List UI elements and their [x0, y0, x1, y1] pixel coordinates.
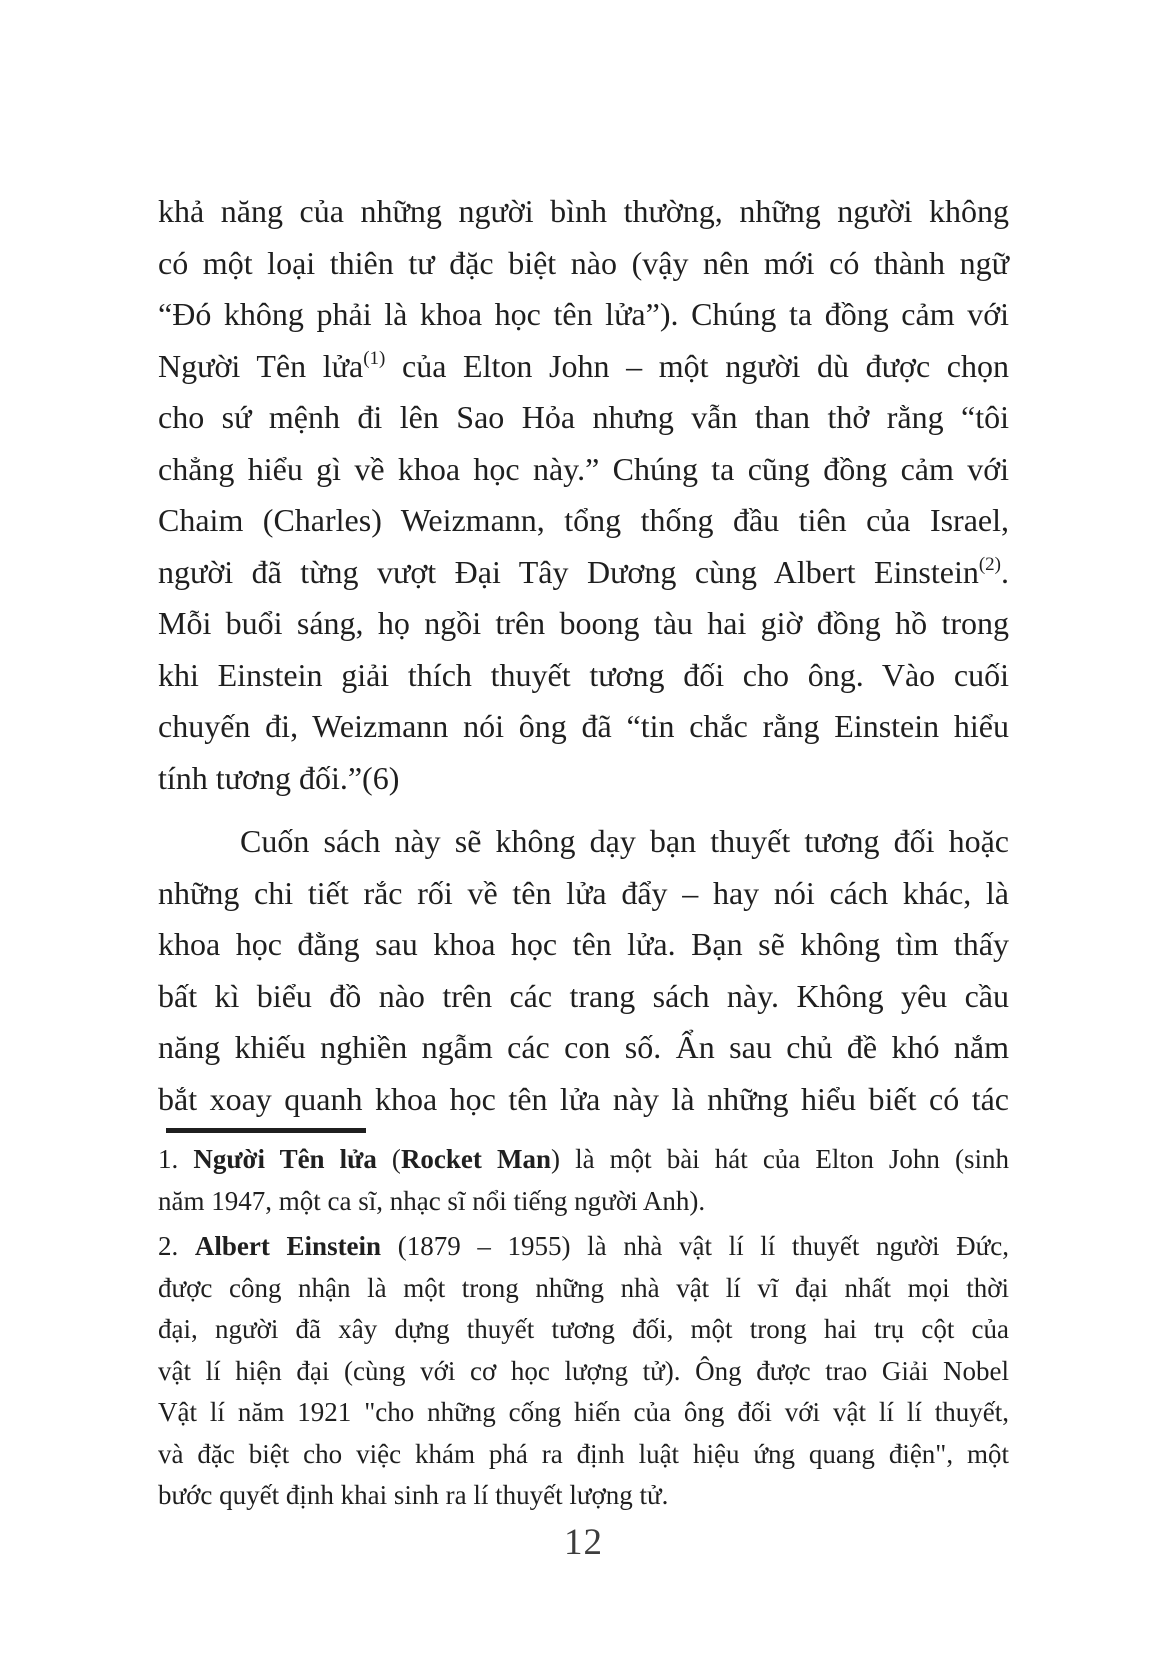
- footnote-term-name: Albert Einstein: [194, 1231, 382, 1261]
- text-run: Người Tên lửa: [158, 347, 364, 384]
- footnote-ref-2: (2): [978, 553, 1001, 575]
- paragraph-2: [158, 816, 1009, 1125]
- footnote-line: [158, 1139, 1009, 1181]
- text-line: những chi tiết rắc rối về tên lửa đẩy – hay nói cách khác, là: [158, 874, 1009, 911]
- footnote-line: được công nhận là một trong những nhà vật lí vĩ đại nhất mọi thời: [158, 1272, 1009, 1303]
- text-line: chẳng hiểu gì về khoa học này.” Chúng ta cũng đồng cảm với: [158, 450, 1009, 487]
- text-line: bắt xoay quanh khoa học tên lửa này là những hiểu biết có tác: [158, 1080, 1009, 1117]
- footnote-marker: 2.: [158, 1231, 195, 1261]
- footnote-term-en: Rocket Man: [400, 1144, 551, 1174]
- text-line: Mỗi buổi sáng, họ ngồi trên boong tàu hai giờ đồng hồ trong: [158, 605, 1009, 641]
- text-line: năng khiếu nghiền ngẫm các con số. Ẩn sau chủ đề khó nắm: [158, 1029, 1009, 1065]
- text-line: “Đó không phải là khoa học tên lửa”). Chúng ta đồng cảm với: [158, 296, 1009, 332]
- text-run: người đã từng vượt Đại Tây Dương cùng Albert Einstein: [158, 553, 979, 590]
- footnote-term-vi: Người Tên lửa: [193, 1144, 377, 1174]
- footnote-ref-1: (1): [363, 347, 386, 369]
- footnote-line: [158, 1226, 1009, 1268]
- text-line: Cuốn sách này sẽ không dạy bạn thuyết tương đối hoặc: [240, 823, 1009, 859]
- text-run: .: [1001, 553, 1009, 590]
- text-line: Chaim (Charles) Weizmann, tổng thống đầu tiên của Israel,: [158, 502, 1009, 538]
- text-line: [158, 547, 1009, 599]
- paragraph-1: [158, 186, 1009, 804]
- footnote-2: [158, 1226, 1009, 1517]
- text-line: cho sứ mệnh đi lên Sao Hỏa nhưng vẫn than thở rằng “tôi: [158, 399, 1009, 435]
- text-line: [158, 341, 1009, 393]
- text-line: chuyến đi, Weizmann nói ông đã “tin chắc rằng Einstein hiểu: [158, 708, 1009, 744]
- footnote-line: đại, người đã xây dựng thuyết tương đối, một trong hai trụ cột của: [158, 1314, 1009, 1344]
- page-number: 12: [564, 1522, 603, 1563]
- footnotes: [158, 1139, 1009, 1517]
- text-line: bất kì biểu đồ nào trên các trang sách này. Không yêu cầu: [158, 977, 1009, 1014]
- footnote-marker: 1.: [158, 1144, 194, 1174]
- footnote-separator: [166, 1128, 366, 1133]
- text-line: khoa học đằng sau khoa học tên lửa. Bạn sẽ không tìm thấy: [158, 926, 1009, 962]
- text-run: của Elton John – một người dù được chọn: [385, 347, 1010, 384]
- footnote-line: và đặc biệt cho việc khám phá ra định luật hiệu ứng quang điện", một: [158, 1438, 1009, 1469]
- text-line: khi Einstein giải thích thuyết tương đối cho ông. Vào cuối: [158, 656, 1009, 693]
- footnote-1: [158, 1139, 1009, 1222]
- footnote-line: vật lí hiện đại (cùng với cơ học lượng tử). Ông được trao Giải Nobel: [158, 1355, 1009, 1386]
- text-block: [158, 186, 1009, 1517]
- text-run: ) là một bài hát của Elton John (sinh: [551, 1144, 1010, 1174]
- text-line: khả năng của những người bình thường, những người không: [158, 193, 1009, 229]
- footnote-line: bước quyết định khai sinh ra lí thuyết lượng tử.: [158, 1480, 669, 1510]
- footnote-line: Vật lí năm 1921 "cho những cống hiến của ông đối với vật lí lí thuyết,: [158, 1397, 1009, 1427]
- text-line: có một loại thiên tư đặc biệt nào (vậy nên mới có thành ngữ: [158, 244, 1009, 281]
- footnote-line: năm 1947, một ca sĩ, nhạc sĩ nổi tiếng người Anh).: [158, 1185, 706, 1216]
- text-run: (: [376, 1144, 401, 1174]
- text-run: (1879 – 1955) là nhà vật lí lí thuyết người Đức,: [381, 1231, 1009, 1261]
- text-line: tính tương đối.”(6): [158, 759, 400, 796]
